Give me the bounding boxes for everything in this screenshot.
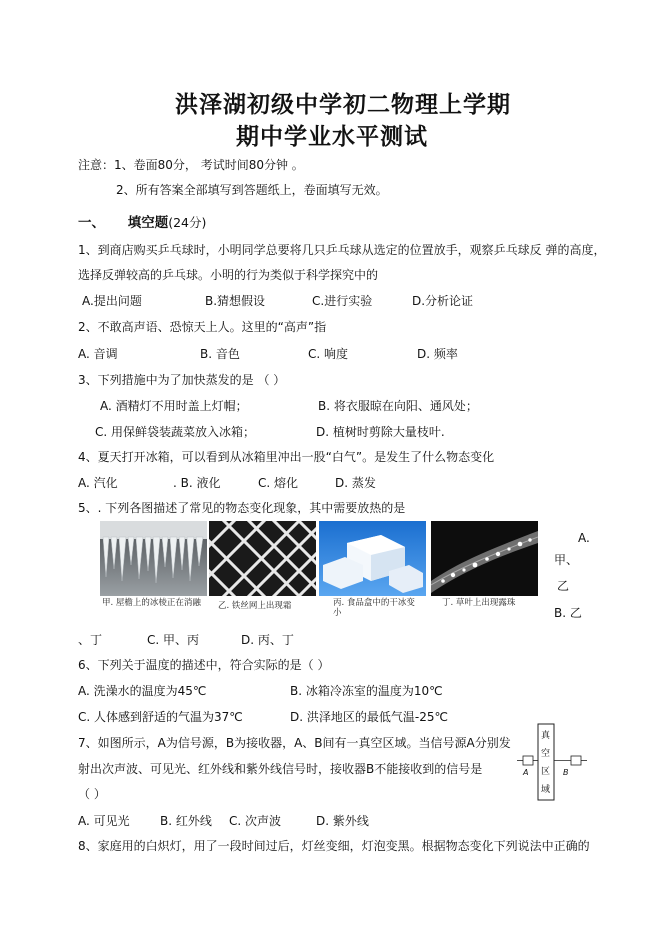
notes-line-1: 注意：1、卷面80分， 考试时间80分钟 。 xyxy=(78,158,304,172)
q6-option-a: A. 洗澡水的温度为45℃ xyxy=(78,684,207,698)
photo-dry-ice xyxy=(319,521,426,596)
q2-option-c: C. 响度 xyxy=(308,347,349,361)
caption-dry-ice: 丙. 食品盒中的干冰变小 xyxy=(333,598,415,618)
q7-option-b: B. 红外线 xyxy=(160,814,212,828)
q7-option-d: D. 紫外线 xyxy=(316,814,369,828)
caption-icicles: 甲. 屋檐上的冰棱正在消融 xyxy=(102,598,201,608)
q6-option-b: B. 冰箱冷冻室的温度为10℃ xyxy=(290,684,443,698)
q7-option-c: C. 次声波 xyxy=(229,814,282,828)
q3-stem: 3、下列措施中为了加快蒸发的是 （ ） xyxy=(78,373,286,387)
q5-option-a-value-2: 乙 xyxy=(557,579,570,593)
q4-option-b: . B. 液化 xyxy=(173,476,221,490)
photo-frost-mesh xyxy=(209,521,316,596)
q6-option-d: D. 洪泽地区的最低气温-25℃ xyxy=(290,710,448,724)
q1-option-d: D.分析论证 xyxy=(412,294,474,308)
q4-option-a: A. 汽化 xyxy=(78,476,118,490)
section-number: 一、 xyxy=(78,215,105,231)
photo-dew-grass xyxy=(431,521,538,596)
page-title-line-1: 洪泽湖初级中学初二物理上学期 xyxy=(175,91,511,118)
q1-option-c: C.进行实验 xyxy=(312,294,373,308)
q6-option-c: C. 人体感到舒适的气温为37℃ xyxy=(78,710,243,724)
q3-option-b: B. 将衣服晾在向阳、通风处； xyxy=(318,399,478,413)
q2-option-a: A. 音调 xyxy=(78,347,118,361)
q5-option-a-value-1: 甲、 xyxy=(554,553,579,567)
q1-line-2: 选择反弹较高的乒乓球。小明的行为类似于科学探究中的 xyxy=(78,268,379,282)
notes-line-2: 2、所有答案全部填写到答题纸上，卷面填写无效。 xyxy=(116,183,388,197)
q2-option-b: B. 音色 xyxy=(200,347,240,361)
caption-dew-grass: 丁. 草叶上出现露珠 xyxy=(442,598,516,608)
q5-option-a: A. xyxy=(578,531,590,545)
section-title: 填空题 xyxy=(127,215,169,231)
caption-frost-mesh: 乙. 铁丝网上出现霜 xyxy=(218,601,292,611)
q1-line-1: 1、到商店购买乒乓球时，小明同学总要将几只乒乓球从选定的位置放手，观察乒乓球反 弹的高度， xyxy=(78,243,606,257)
q8-stem: 8、家庭用的白炽灯，用了一段时间过后，灯丝变细，灯泡变黑。根据物态变化下列说法中正确的 xyxy=(78,839,590,853)
q7-line-3: （ ） xyxy=(78,787,106,801)
q4-option-c: C. 熔化 xyxy=(258,476,299,490)
q7-line-2: 射出次声波、可见光、红外线和紫外线信号时，接收器B不能接收到的信号是 xyxy=(78,762,483,776)
page-title-line-2: 期中学业水平测试 xyxy=(236,123,428,150)
section-points: (24分) xyxy=(168,215,207,230)
q5-option-b: B. 乙 xyxy=(554,606,582,620)
q7-vacuum-diagram xyxy=(515,722,591,804)
q7-option-a: A. 可见光 xyxy=(78,814,130,828)
vacuum-label-1: 真 xyxy=(541,731,551,741)
q3-option-c: C. 用保鲜袋装蔬菜放入冰箱； xyxy=(95,425,256,439)
q7-line-1: 7、如图所示，A为信号源，B为接收器，A、B间有一真空区域。当信号源A分别发 xyxy=(78,736,511,750)
q3-option-d: D. 植树时剪除大量枝叶. xyxy=(316,425,445,439)
photo-icicles xyxy=(100,521,207,596)
q4-stem: 4、夏天打开冰箱，可以看到从冰箱里冲出一股“白气”。是发生了什么物态变化 xyxy=(78,450,495,464)
vacuum-label-3: 区 xyxy=(541,767,551,777)
vacuum-label-2: 空 xyxy=(541,749,551,759)
q2-option-d: D. 频率 xyxy=(417,347,458,361)
q2-stem: 2、不敢高声语、恐惊天上人。这里的“高声”指 xyxy=(78,320,327,334)
q1-option-b: B.猜想假设 xyxy=(205,294,266,308)
q1-option-a: A.提出问题 xyxy=(82,294,142,308)
q4-option-d: D. 蒸发 xyxy=(335,476,376,490)
q6-stem: 6、下列关于温度的描述中，符合实际的是（ ） xyxy=(78,658,330,672)
label-a: A xyxy=(523,768,529,777)
q5-option-d: D. 丙、丁 xyxy=(241,633,294,647)
q5-continuation: 、丁 xyxy=(78,633,103,647)
label-b: B xyxy=(563,768,569,777)
section-header xyxy=(78,211,206,231)
q5-stem: 5、. 下列各图描述了常见的物态变化现象，其中需要放热的是 xyxy=(78,501,406,515)
q5-option-c: C. 甲、丙 xyxy=(147,633,200,647)
vacuum-label-4: 域 xyxy=(541,785,551,795)
q3-option-a: A. 酒精灯不用时盖上灯帽； xyxy=(100,399,248,413)
